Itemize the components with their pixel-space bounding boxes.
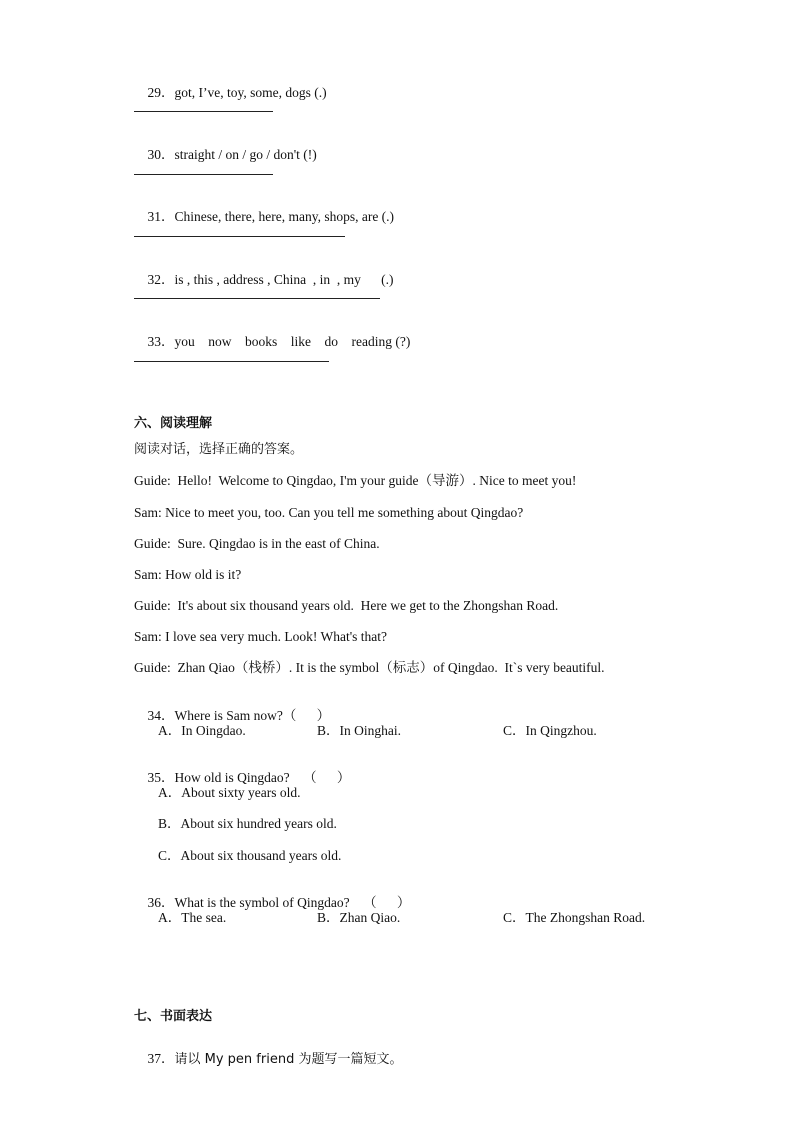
question-31 (134, 193, 394, 241)
dialogue-line: Guide: Hello! Welcome to Qingdao, I'm your guide（导游）. Nice to meet you! (134, 473, 577, 488)
answer-line[interactable] (134, 361, 329, 362)
option-c[interactable]: C．In Qingzhou. (503, 723, 597, 738)
question-text: How old is Qingdao? （ ） (174, 770, 351, 785)
option-b[interactable]: B．In Oinghai. (317, 723, 401, 738)
question-number: 29． (147, 85, 175, 100)
question-text: got, I’ve, toy, some, dogs (.) (174, 85, 327, 100)
answer-line[interactable] (134, 111, 273, 112)
question-text: straight / on / go / don't (!) (174, 147, 317, 162)
dialogue-line: Guide: It's about six thousand years old. Here we get to the Zhongshan Road. (134, 598, 559, 613)
option-a[interactable]: A．In Oingdao. (158, 723, 246, 738)
question-37 (134, 1035, 402, 1084)
answer-line[interactable] (134, 298, 380, 299)
dialogue-line: Sam: Nice to meet you, too. Can you tell me something about Qingdao? (134, 505, 524, 520)
answer-line[interactable] (134, 236, 345, 237)
question-text: is , this , address , China , in , my (.) (174, 272, 394, 287)
question-text: Where is Sam now?（ ） (174, 708, 331, 723)
question-text: What is the symbol of Qingdao? （ ） (174, 895, 411, 910)
question-number: 37． (147, 1051, 175, 1066)
option-b[interactable]: B．About six hundred years old. (158, 816, 337, 831)
option-b[interactable]: B．Zhan Qiao. (317, 910, 401, 925)
dialogue-line: Guide: Zhan Qiao（栈桥）. It is the symbol（标志）of Qingdao. It`s very beautiful. (134, 660, 605, 675)
question-number: 34． (147, 708, 175, 723)
dialogue-line: Sam: How old is it? (134, 567, 242, 582)
question-number: 32． (147, 272, 175, 287)
answer-line[interactable] (134, 174, 273, 175)
question-text: Chinese, there, here, many, shops, are (.) (174, 209, 395, 224)
dialogue-line: Sam: I love sea very much. Look! What's that? (134, 629, 387, 644)
section-7-title: 七、书面表达 (134, 1009, 213, 1024)
option-a[interactable]: A．About sixty years old. (158, 785, 301, 800)
question-number: 35． (147, 770, 175, 785)
question-text: you now books like do reading (?) (174, 334, 411, 349)
question-number: 33． (147, 334, 175, 349)
question-number: 36． (147, 895, 175, 910)
question-30 (134, 131, 317, 179)
dialogue-line: Guide: Sure. Qingdao is in the east of China. (134, 536, 380, 551)
question-33 (134, 318, 410, 366)
option-c[interactable]: C．About six thousand years old. (158, 848, 342, 863)
question-29 (134, 69, 327, 117)
section-6-instruction: 阅读对话，选择正确的答案。 (134, 442, 304, 457)
section-6-title: 六、阅读理解 (134, 416, 213, 431)
option-a[interactable]: A．The sea. (158, 910, 227, 925)
question-32 (134, 256, 394, 304)
question-number: 31． (147, 209, 175, 224)
writing-prompt: 请以 My pen friend 为题写一篇短文。 (174, 1052, 403, 1067)
question-number: 30． (147, 147, 175, 162)
option-c[interactable]: C．The Zhongshan Road. (503, 910, 646, 925)
